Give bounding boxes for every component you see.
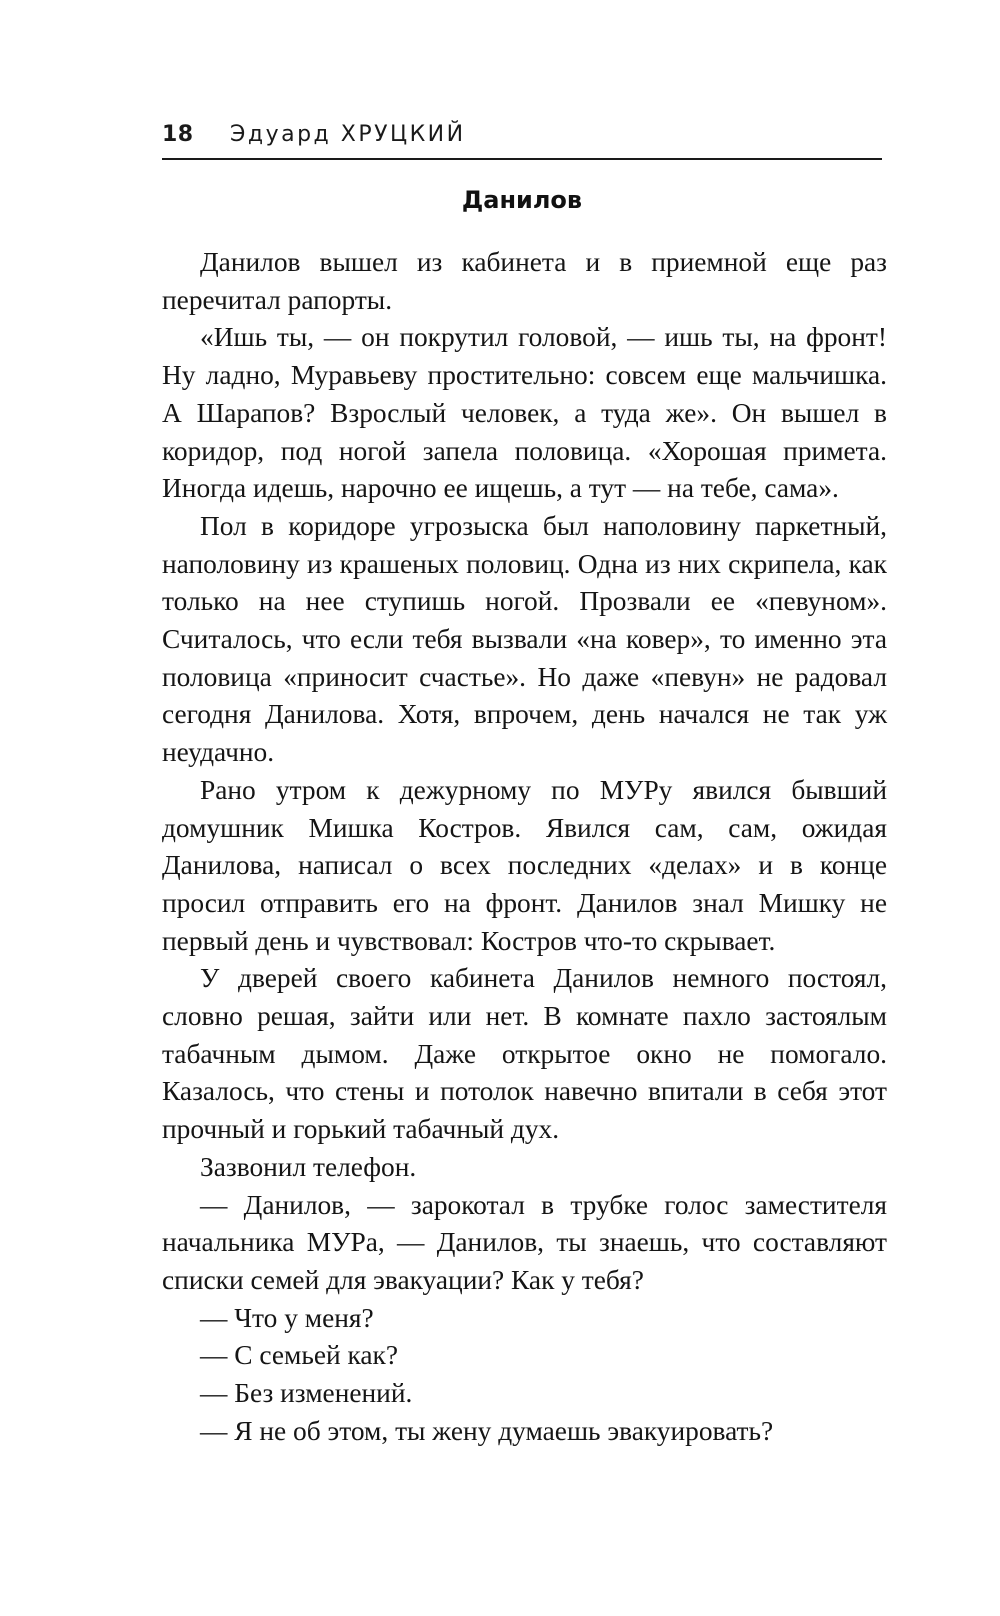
body-text bbox=[162, 244, 887, 1451]
paragraph: «Ишь ты, — он покрутил головой, — ишь ты, на фронт! Ну ладно, Муравьеву простительно: совсем еще мальчишка. А Шарапов? Взрослый человек, а туда же». Он вышел в коридор, под ногой запела половица. «Хорошая примета. Иногда идешь, нарочно ее ищешь, а тут — на тебе, сама». bbox=[162, 322, 887, 504]
paragraph: Рано утром к дежурному по МУРу явился бывший домушник Мишка Костров. Явился сам, сам, ожидая Данилова, написал о всех последних «делах» и в конце просил отправить его на фронт. Данилов знал Мишку не первый день и чувствовал: Костров что-то скрывает. bbox=[162, 774, 887, 956]
dialogue-line: — Данилов, — зарокотал в трубке голос заместителя начальника МУРа, — Данилов, ты знаешь, что составляют списки семей для эвакуации? Как у тебя? bbox=[162, 1189, 887, 1295]
paragraph: Данилов вышел из кабинета и в приемной еще раз перечитал рапорты. bbox=[162, 247, 887, 315]
paragraph: Пол в коридоре угрозыска был наполовину паркетный, наполовину из крашеных половиц. Одна из них скрипела, как только на нее ступишь ногой. Прозвали ее «певуном». Считалось, что если тебя вызвали «на ковер», то именно эта половица «приносит счастье». Но даже «певун» не радовал сегодня Данилова. Хотя, впрочем, день начался не так уж неудачно. bbox=[162, 510, 887, 768]
dialogue-line: — С семьей как? bbox=[200, 1340, 399, 1371]
dialogue-line: — Без изменений. bbox=[200, 1378, 413, 1409]
author-name: Эдуард ХРУЦКИЙ bbox=[230, 122, 466, 147]
paragraph: У дверей своего кабинета Данилов немного постоял, словно решая, зайти или нет. В комнате пахло застоялым табачным дымом. Даже открытое окно не помогало. Казалось, что стены и потолок навечно впитали в себя этот прочный и горький табачный дух. bbox=[162, 963, 887, 1145]
chapter-title: Данилов bbox=[461, 186, 583, 214]
dialogue-line: — Что у меня? bbox=[200, 1302, 374, 1333]
page-number: 18 bbox=[162, 122, 194, 147]
paragraph: Зазвонил телефон. bbox=[200, 1151, 417, 1182]
running-header bbox=[162, 118, 882, 160]
dialogue-line: — Я не об этом, ты жену думаешь эвакуировать? bbox=[200, 1415, 774, 1446]
